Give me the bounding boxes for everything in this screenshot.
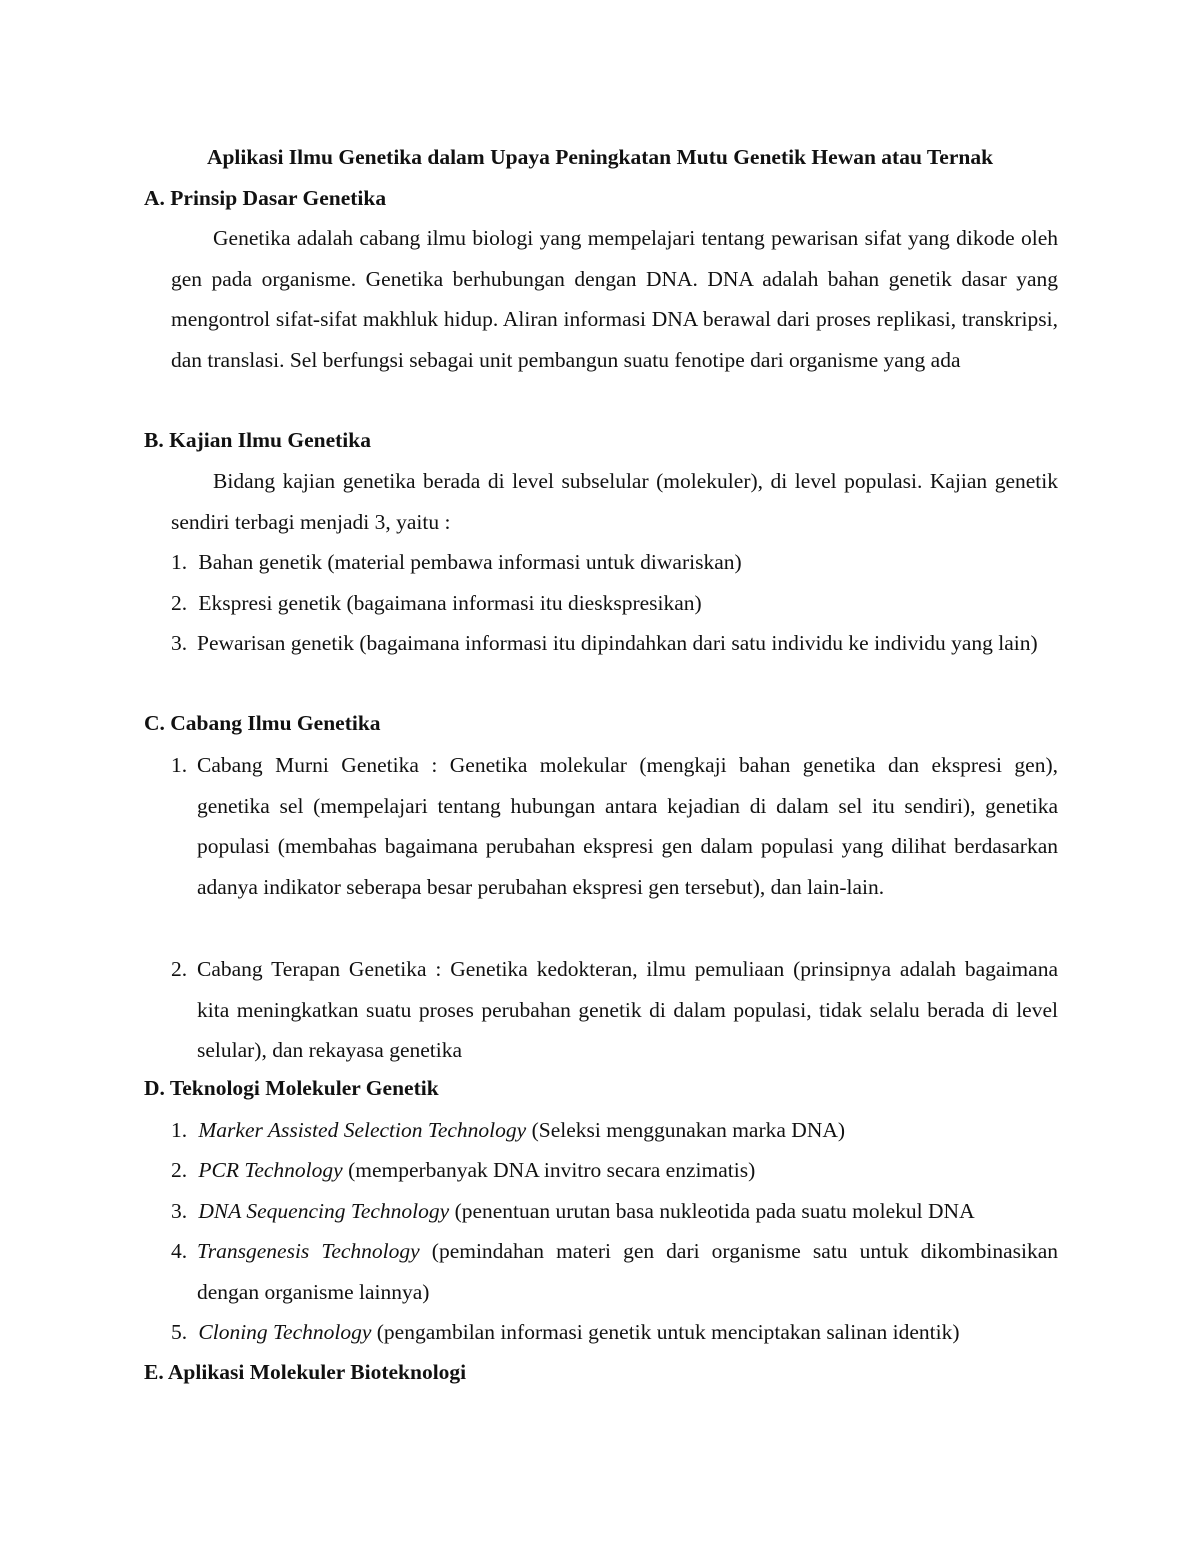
technology-description: (pemindahan materi gen dari organisme satu untuk dikombinasikan dengan organisme lainnya) [197, 1239, 1058, 1304]
list-item-number: 2. [171, 1158, 188, 1182]
document-title: Aplikasi Ilmu Genetika dalam Upaya Peningkatan Mutu Genetik Hewan atau Ternak [206, 145, 994, 169]
technology-term: DNA Sequencing Technology [198, 1199, 450, 1223]
list-item [171, 949, 1058, 1071]
list-item-text [197, 1231, 1058, 1312]
list-item [171, 1312, 1058, 1353]
list-item [171, 745, 1058, 907]
list-item-number: 2. [171, 591, 188, 615]
list-item-number: 4. [171, 1239, 188, 1263]
list-item [171, 542, 1058, 583]
section-a-paragraph [171, 218, 1058, 380]
section-d-heading: D. Teknologi Molekuler Genetik [144, 1076, 439, 1100]
list-item-number: 2. [171, 957, 188, 981]
list-item [171, 583, 1058, 624]
section-b-paragraph-text: Bidang kajian genetika berada di level subselular (molekuler), di level populasi. Kajian genetik sendiri terbagi menjadi 3, yaitu : [171, 469, 1058, 534]
list-item [171, 1231, 1058, 1312]
technology-term: Marker Assisted Selection Technology [198, 1118, 527, 1142]
technology-description: (penentuan urutan basa nukleotida pada suatu molekul DNA [454, 1199, 975, 1223]
list-item-number: 5. [171, 1320, 188, 1344]
list-item-text: Ekspresi genetik (bagaimana informasi itu dieskspresikan) [198, 591, 702, 615]
technology-description: (pengambilan informasi genetik untuk menciptakan salinan identik) [376, 1320, 960, 1344]
list-item [171, 1150, 1058, 1191]
section-a-heading: A. Prinsip Dasar Genetika [144, 186, 387, 210]
section-c-heading: C. Cabang Ilmu Genetika [144, 711, 381, 735]
technology-term: Transgenesis Technology [197, 1239, 420, 1263]
technology-term: PCR Technology [198, 1158, 343, 1182]
list-item-number: 3. [171, 1199, 188, 1223]
technology-description: (Seleksi menggunakan marka DNA) [531, 1118, 846, 1142]
list-item-text: Cabang Murni Genetika : Genetika molekular (mengkaji bahan genetika dan ekspresi gen), genetika sel (mempelajari tentang hubungan antara kejadian di dalam sel itu sendiri), genetika populasi (membahas bagaimana perubahan ekspresi gen dalam populasi yang dilihat berdasarkan adanya indikator seberapa besar perubahan ekspresi gen tersebut), dan lain-lain. [197, 753, 1058, 899]
list-item [171, 623, 1058, 664]
list-item-text: Cabang Terapan Genetika : Genetika kedokteran, ilmu pemuliaan (prinsipnya adalah bagaimana kita meningkatkan suatu proses perubahan genetik di dalam populasi, tidak selalu berada di level selular), dan rekayasa genetika [197, 957, 1058, 1062]
section-a-paragraph-text: Genetika adalah cabang ilmu biologi yang mempelajari tentang pewarisan sifat yang dikode oleh gen pada organisme. Genetika berhubungan dengan DNA. DNA adalah bahan genetik dasar yang mengontrol sifat-sifat makhluk hidup. Aliran informasi DNA berawal dari proses replikasi, transkripsi, dan translasi. Sel berfungsi sebagai unit pembangun suatu fenotipe dari organisme yang ada [171, 226, 1058, 372]
list-item-number: 1. [171, 753, 188, 777]
technology-term: Cloning Technology [198, 1320, 372, 1344]
list-item-number: 3. [171, 631, 188, 655]
technology-description: (memperbanyak DNA invitro secara enzimatis) [348, 1158, 756, 1182]
list-item-text: Pewarisan genetik (bagaimana informasi itu dipindahkan dari satu individu ke individu yang lain) [197, 631, 1038, 655]
list-item [171, 1191, 1058, 1232]
list-item-number: 1. [171, 1118, 188, 1142]
list-item-text: Bahan genetik (material pembawa informasi untuk diwariskan) [198, 550, 742, 574]
list-item [171, 1110, 1058, 1151]
section-e-heading: E. Aplikasi Molekuler Bioteknologi [144, 1360, 467, 1384]
section-b-paragraph [171, 461, 1058, 542]
section-b-heading: B. Kajian Ilmu Genetika [144, 428, 371, 452]
list-item-number: 1. [171, 550, 188, 574]
